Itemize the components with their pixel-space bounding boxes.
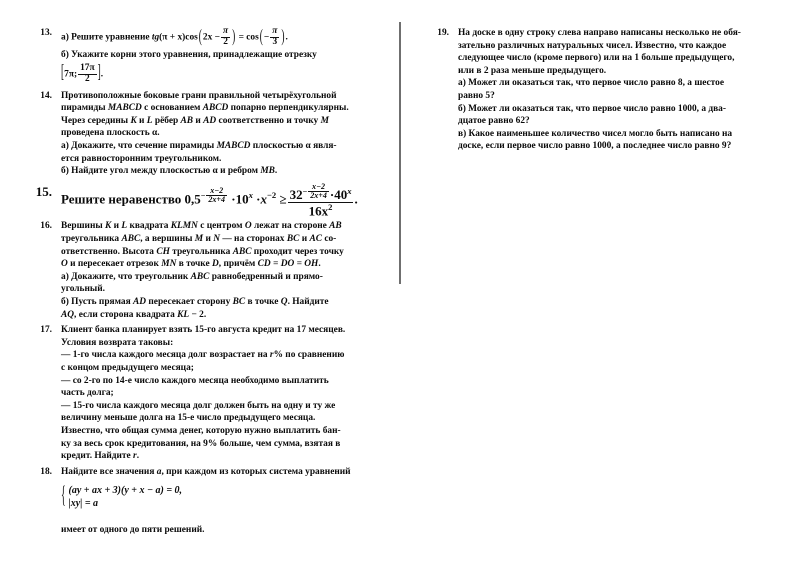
t: соответственно и точку: [216, 115, 321, 126]
sym-l: L: [146, 115, 153, 126]
sym-mb: MB: [260, 166, 275, 177]
problem-17: [22, 324, 381, 463]
sym-mn: MN: [161, 259, 177, 270]
exponent: [303, 183, 330, 201]
paren-close: ): [232, 27, 236, 47]
problem-13a: а) Решите уравнение tg(π + x)cos(2x − $\frac{\pi}{2}$ ) = cos(− $\frac{\pi}{3}$ ).: [61, 27, 381, 48]
sym-abc-2: ABC: [232, 246, 252, 257]
sym-ac: AC: [309, 234, 322, 245]
numerator: 17π: [80, 62, 95, 73]
problem-body: [61, 90, 381, 178]
line-10: доске, если первое число равно 1000, а последнее число равно 9?: [458, 141, 732, 152]
inner: 2x −: [202, 32, 220, 43]
exponent-x: x: [248, 189, 253, 200]
t: Найдите все значения: [61, 466, 157, 477]
problem-13: [22, 27, 381, 87]
sym-equalities: CD = DO = OH: [257, 259, 319, 270]
t: − 2.: [189, 309, 207, 320]
line-4: с концом предыдущего месяца;: [61, 363, 194, 374]
exponent-1: [201, 187, 228, 205]
problem-15: [22, 183, 381, 218]
problem-19: [419, 27, 786, 153]
sym-m: M: [194, 234, 204, 245]
line-5: — со 2-го по 14-е число каждого месяца необходимо выплатить: [61, 375, 329, 386]
problem-13b-interval: [7π; $\frac{17\pi}{2}$ ].: [61, 64, 381, 85]
t: с центром: [197, 221, 245, 232]
numerator: π: [222, 26, 229, 36]
line-8: [61, 309, 381, 322]
cos-operator-2: cos: [246, 32, 259, 43]
minus: −: [263, 32, 270, 43]
sym-abc: ABC: [121, 234, 141, 245]
line-2: Условия возврата таковы:: [61, 337, 174, 348]
sym-r: r: [269, 350, 274, 361]
problem-body: [61, 324, 381, 463]
ge-sign: ≥: [279, 191, 287, 207]
brace-open: {: [61, 484, 66, 511]
sym-d: D: [211, 259, 219, 270]
line-3: [61, 246, 381, 259]
dot: ·: [231, 191, 236, 207]
bracket-close: ]: [97, 64, 101, 85]
line-5: а) Может ли оказаться так, что первое число равно 8, а шестое: [458, 78, 724, 89]
dot: ·: [329, 186, 335, 202]
denominator: 2: [84, 73, 90, 84]
paren-open-2: (: [259, 27, 263, 47]
exponent-minus2: −2: [267, 189, 277, 200]
eq2-abs: |xy|: [68, 498, 83, 510]
paren-close-2: ): [281, 27, 285, 47]
t: а) Докажите, что сечение пирамиды: [61, 140, 217, 151]
base-32: 32: [289, 186, 303, 202]
t: . Найдите: [287, 297, 329, 308]
line-1: Противоположные боковые грани правильной четырёхугольной: [61, 90, 337, 101]
t: попарно перпендикулярны.: [228, 103, 349, 114]
t: пирамиды: [61, 103, 108, 114]
line-4: [61, 258, 381, 271]
sym-k: K: [130, 115, 137, 126]
fraction-17pi-2: [78, 64, 97, 85]
t: и: [111, 221, 122, 232]
sym-m: M: [320, 115, 329, 126]
t: .: [274, 166, 278, 177]
fraction-pi-2: [221, 27, 230, 48]
t: и: [193, 115, 204, 126]
paren-open: (: [198, 27, 202, 47]
line-7: [61, 296, 381, 309]
t: и: [299, 234, 310, 245]
line-4: или в 2 раза меньше предыдущего.: [458, 65, 607, 76]
line-8: величину меньше долга на 15-е число предыдущего месяца.: [61, 413, 316, 424]
problem-number: 15.: [35, 183, 52, 199]
t: равнобедренный и прямо-: [209, 271, 323, 282]
fraction: [308, 183, 329, 201]
t: Через середины: [61, 115, 131, 126]
t: , при каждом из которых система уравнений: [161, 466, 351, 477]
sym-aq: AQ: [61, 309, 75, 320]
equation-1: [69, 484, 183, 497]
t: и: [203, 234, 214, 245]
t: и: [136, 115, 147, 126]
equation-rows: [69, 484, 183, 510]
denominator: 2: [223, 36, 228, 47]
base-10: 10: [235, 191, 249, 207]
line-3: [61, 349, 381, 362]
sym-mabcd: MABCD: [107, 103, 142, 114]
minus: −: [200, 190, 206, 200]
line-1: Клиент банка планирует взять 15-го августа кредит на 17 месяцев.: [61, 325, 346, 336]
tg-operator: tg: [151, 32, 160, 43]
t: треугольника: [169, 246, 233, 257]
line-9: Известно, что общая сумма денег, которую нужно выплатить бан-: [61, 425, 341, 436]
t: с основанием: [141, 103, 203, 114]
numerator: [288, 183, 354, 203]
sym-a: a: [156, 466, 162, 477]
line-6: ется равносторонним треугольником.: [61, 153, 222, 164]
left-column: [0, 0, 399, 540]
sym-ad: AD: [203, 115, 217, 126]
line-3: имеет от одного до пяти решений.: [61, 525, 205, 536]
t: треугольника: [61, 234, 122, 245]
problem-number: 13.: [40, 28, 52, 38]
denominator: 2x+4: [310, 191, 327, 201]
period: .: [354, 191, 358, 207]
interval-left: 7π;: [64, 69, 78, 80]
right-column: [401, 0, 800, 156]
numerator: x−2: [206, 187, 227, 196]
line-2: зательно различных натуральных чисел. Известно, что каждое: [458, 40, 727, 51]
line-9: в) Какое наименьшее количество чисел могло быть написано на: [458, 128, 733, 139]
t: плоскостью α явля-: [250, 140, 337, 151]
t: — 1-го числа каждого месяца долг возрастает на: [61, 350, 270, 361]
problem-16: [22, 220, 381, 321]
sym-kl: KL: [177, 309, 190, 320]
bracket-open: [: [61, 64, 65, 85]
cos-operator: cos: [185, 32, 198, 43]
t: проходит через точку: [251, 246, 344, 257]
line-1: [61, 220, 381, 233]
exponent-2: 2: [328, 201, 333, 212]
problem-body: [61, 27, 381, 87]
problem-number: 19.: [437, 28, 449, 38]
sym-n: N: [213, 234, 220, 245]
problem-body: [458, 27, 786, 153]
system-of-equations: [61, 484, 381, 510]
problem-18: [22, 466, 381, 537]
line-6: угольный.: [61, 284, 105, 295]
numerator: x−2: [308, 183, 329, 192]
line-11: [61, 450, 381, 463]
line-1: [61, 466, 381, 479]
t: квадрата: [127, 221, 171, 232]
t: в точке: [176, 259, 212, 270]
text: Решите неравенство: [61, 191, 182, 207]
sym-ch: CH: [156, 246, 170, 257]
denominator: [288, 203, 354, 218]
line-1: На доске в одну строку слева направо написаны несколько не обя-: [458, 28, 741, 38]
problem-number: 14.: [40, 90, 52, 101]
sym-r-2: r: [133, 451, 137, 462]
equation-2: [69, 497, 183, 510]
fraction: [206, 187, 227, 205]
sym-q: Q: [280, 297, 288, 308]
minus: −: [302, 186, 308, 196]
problem-13b: б) Укажите корни этого уравнения, принадлежащие отрезку: [61, 50, 317, 61]
problem-number: 18.: [40, 466, 52, 477]
t: и пересекает отрезок: [67, 259, 162, 270]
numerator: π: [272, 26, 278, 36]
t: в точке: [245, 297, 281, 308]
line-7: — 15-го числа каждого месяца долг должен быть на одну и ту же: [61, 400, 336, 411]
line-6: равно 5?: [458, 90, 495, 101]
sym-o-2: O: [61, 259, 68, 270]
base-40: 40: [334, 186, 348, 202]
line-2: [61, 102, 381, 115]
line-3: следующее число (кроме первого) или на 1 больше предыдущего,: [458, 53, 735, 64]
t: , причём: [218, 259, 258, 270]
line-4: проведена плоскость α.: [61, 128, 160, 139]
sym-bc: BC: [286, 234, 300, 245]
t: лежат на стороне: [251, 221, 330, 232]
sym-abc-3: ABC: [190, 271, 210, 282]
t: .: [318, 259, 321, 270]
sym-abcd: ABCD: [202, 103, 229, 114]
arg: (π + x): [159, 32, 186, 43]
sym-ab: AB: [329, 221, 342, 232]
t: ответственно. Высота: [61, 246, 157, 257]
denominator: 2x+4: [208, 195, 226, 205]
problem-number: 17.: [40, 325, 52, 336]
sym-l: L: [121, 221, 128, 232]
sym-o: O: [244, 221, 252, 232]
t: Вершины: [61, 221, 106, 232]
text: а) Решите уравнение: [61, 32, 150, 43]
line-3: [61, 115, 381, 128]
t: — на сторонах: [219, 234, 287, 245]
line-10: ку за весь срок кредитования, на 9% больше, чем сумма, взятая в: [61, 438, 341, 449]
problem-body: [61, 183, 381, 218]
t: .: [136, 451, 140, 462]
problem-14: [22, 90, 381, 178]
t: а) Докажите, что треугольник: [61, 271, 191, 282]
sym-ab: AB: [180, 115, 194, 126]
fraction-pi-3: [270, 27, 279, 48]
t: % по сравнению: [273, 350, 345, 361]
dot-2: ·: [256, 191, 261, 207]
line-2: [61, 233, 381, 246]
denom-16x: 16x: [308, 202, 329, 218]
problem-body: [61, 220, 381, 321]
exponent-x: x: [347, 185, 352, 196]
sym-k: K: [105, 221, 112, 232]
problem-number: 16.: [40, 221, 52, 232]
t: пересекает сторону: [146, 297, 233, 308]
t: , если сторона квадрата: [74, 309, 178, 320]
line-5: [61, 271, 381, 284]
line-7: [61, 165, 381, 178]
denominator: 3: [272, 36, 278, 47]
t: рёбер: [152, 115, 181, 126]
eq2-rest: = a: [82, 498, 99, 510]
var-x: x: [260, 191, 268, 207]
problem-body: [61, 466, 381, 537]
t: кредит. Найдите: [61, 451, 134, 462]
line-5: [61, 140, 381, 153]
problem-15-inequality: [61, 183, 381, 218]
equals: =: [238, 32, 244, 43]
sym-klmn: KLMN: [170, 221, 198, 232]
line-6: часть долга;: [61, 388, 114, 399]
line-8: дцатое равно 62?: [458, 116, 530, 127]
rhs-fraction: [288, 183, 354, 218]
line-7: б) Может ли оказаться так, что первое число равно 1000, а два-: [458, 103, 726, 114]
t: б) Пусть прямая: [61, 297, 134, 308]
eq1-text: (ay + ax + 3)(y + x − a) = 0,: [68, 485, 183, 497]
sym-mabcd-2: MABCD: [216, 140, 251, 151]
t: со-: [321, 234, 337, 245]
sym-ad: AD: [133, 297, 147, 308]
base-05: 0,5: [184, 191, 201, 207]
t: , а вершины: [140, 234, 195, 245]
t: б) Найдите угол между плоскостью α и ребром: [61, 166, 261, 177]
sym-bc-2: BC: [232, 297, 246, 308]
